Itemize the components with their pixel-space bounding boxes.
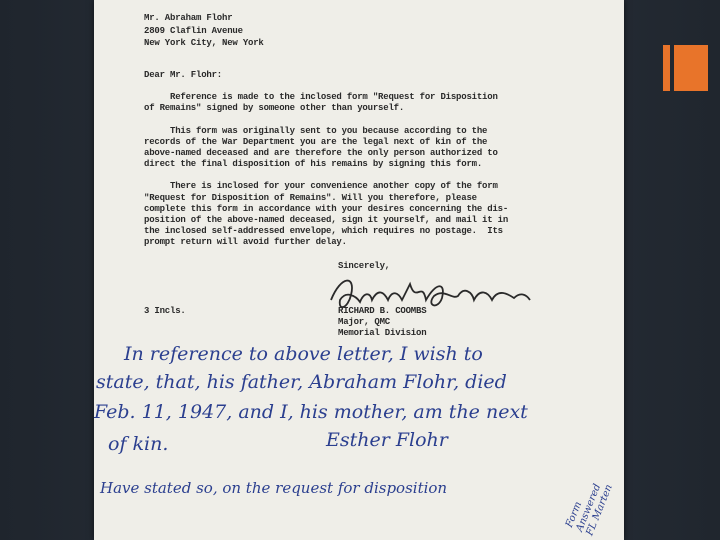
scanned-letter (94, 0, 624, 540)
paragraph-line: prompt return will avoid further delay. (144, 237, 347, 247)
paragraph-line: There is inclosed for your convenience another copy of the form (144, 181, 498, 191)
closing: Sincerely, (338, 261, 391, 271)
paragraph-line: direct the final disposition of his remains by signing this form. (144, 159, 483, 169)
paragraph-line: complete this form in accordance with your desires concerning the dis- (144, 204, 509, 214)
handwritten-line: of kin. (108, 433, 169, 455)
paragraph-line: of Remains" signed by someone other than yourself. (144, 103, 405, 113)
paragraph-line: Reference is made to the inclosed form "Request for Disposition (144, 92, 498, 102)
paragraph-line: the inclosed self-addressed envelope, which requires no postage. Its (144, 226, 503, 236)
paragraph-line: position of the above-named deceased, sign it yourself, and mail it in (144, 215, 509, 225)
address-line: Mr. Abraham Flohr (144, 13, 233, 23)
signer-division: Memorial Division (338, 328, 427, 338)
paragraph-line: This form was originally sent to you because according to the (144, 126, 488, 136)
salutation: Dear Mr. Flohr: (144, 70, 223, 80)
enclosures: 3 Incls. (144, 306, 186, 316)
accent-square (674, 45, 708, 91)
handwritten-signature: Esther Flohr (326, 429, 448, 451)
signer-name: RICHARD B. COOMBS (338, 306, 427, 316)
address-line: 2809 Claflin Avenue (144, 26, 243, 36)
handwritten-line: state, that, his father, Abraham Flohr, died (96, 371, 507, 393)
handwritten-line: Have stated so, on the request for disposition (100, 479, 448, 497)
margin-note: Form Answered FL Marten (564, 482, 615, 538)
accent-bar (663, 45, 670, 91)
handwritten-line: In reference to above letter, I wish to (124, 343, 483, 365)
handwritten-line: Feb. 11, 1947, and I, his mother, am the next (94, 401, 528, 423)
paragraph-line: "Request for Disposition of Remains". Will you therefore, please (144, 193, 477, 203)
signer-rank: Major, QMC (338, 317, 391, 327)
paragraph-line: above-named deceased and are therefore the only person authorized to (144, 148, 498, 158)
paragraph-line: records of the War Department you are the legal next of kin of the (144, 137, 488, 147)
address-line: New York City, New York (144, 38, 264, 48)
